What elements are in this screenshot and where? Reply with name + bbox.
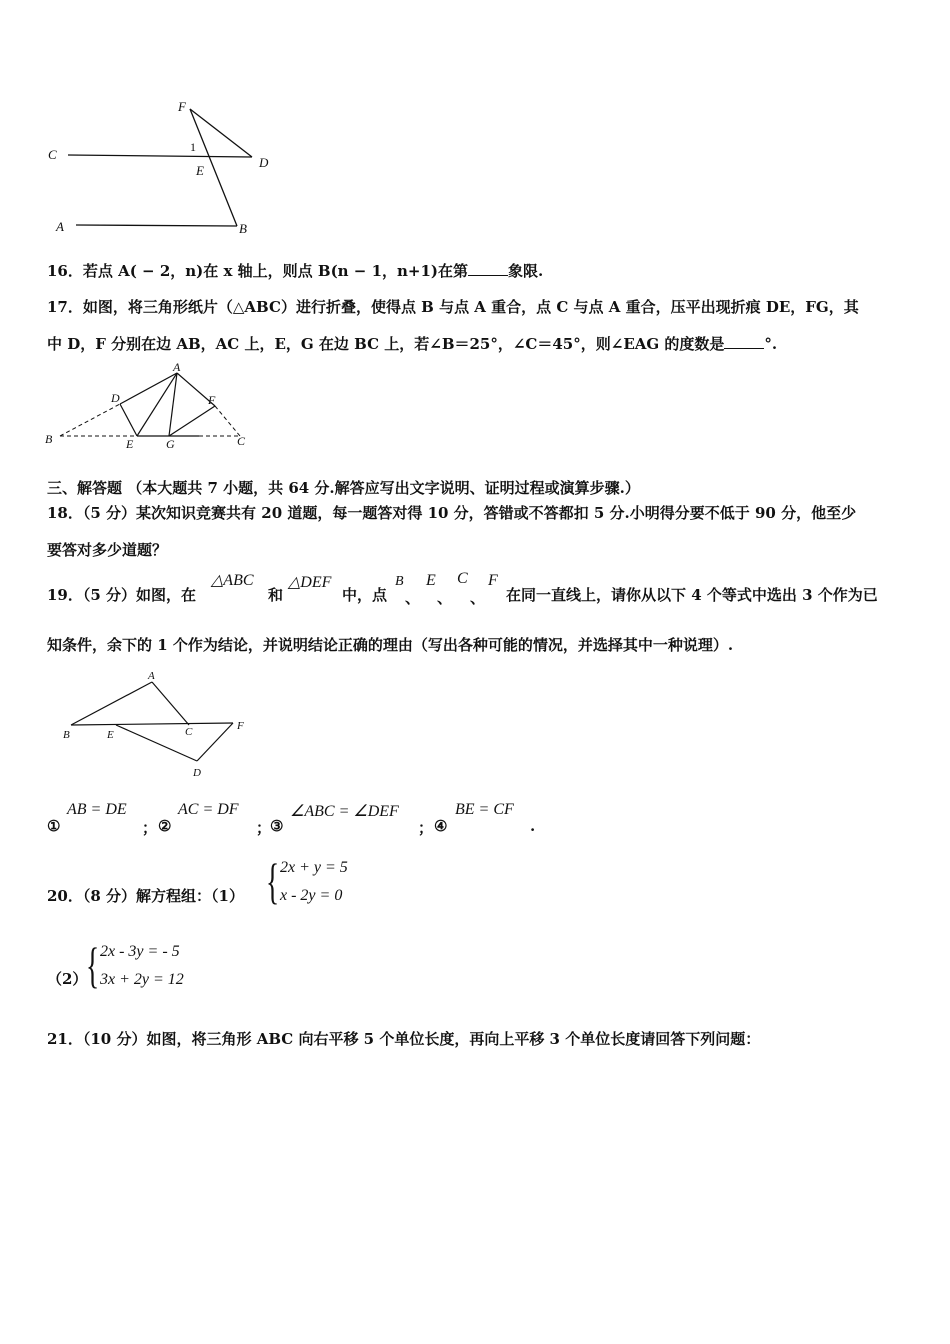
label-e: E <box>126 437 134 451</box>
section-3-title: 三、解答题 （本大题共 7 小题，共 64 分.解答应写出文字说明、证明过程或演算步骤.） <box>47 479 640 497</box>
condition-2-num: ② <box>158 817 172 835</box>
question-18-line2: 要答对多少道题？ <box>47 541 168 559</box>
line-bf <box>71 723 233 725</box>
q17-after: °. <box>764 335 778 353</box>
condition-3-num: ③ <box>270 817 284 835</box>
label-a: A <box>173 360 181 374</box>
q19-triangle-abc: △ABC <box>211 572 254 589</box>
label-b: B <box>45 432 53 446</box>
label-f: F <box>237 720 244 732</box>
condition-4-sep: . <box>530 817 536 835</box>
label-g: G <box>166 437 175 451</box>
sys1-eq1: 2x + y = 5 <box>280 859 348 876</box>
line-da <box>120 373 177 404</box>
q19-sep-3: 、 <box>470 589 486 607</box>
label-a: A <box>148 670 155 682</box>
label-c: C <box>237 434 246 448</box>
q17-blank <box>724 334 764 349</box>
label-f: F <box>178 99 186 114</box>
label-d: D <box>111 391 120 405</box>
label-f: F <box>208 393 216 407</box>
condition-2-expr: AC = DF <box>178 801 239 818</box>
q19-triangle-def: △DEF <box>288 574 332 591</box>
label-d: D <box>259 155 269 170</box>
label-angle-1: 1 <box>190 140 196 154</box>
q19-mid: 中，点 <box>342 586 388 604</box>
line-ba <box>71 682 152 725</box>
q19-point-c: C <box>457 570 468 587</box>
figure-two-triangles <box>55 665 265 785</box>
line-cd <box>68 155 252 157</box>
label-c: C <box>185 726 193 738</box>
q19-sep-1: 、 <box>405 589 421 607</box>
sys2-eq1: 2x - 3y = - 5 <box>100 943 180 960</box>
q16-after: 象限. <box>508 262 544 280</box>
question-19-line2: 知条件，余下的 1 个作为结论，并说明结论正确的理由（写出各种可能的情况，并选择其中一种说理）. <box>47 636 734 654</box>
q19-point-f: F <box>488 572 498 589</box>
question-21: 21．（10 分）如图，将三角形 ABC 向右平移 5 个单位长度，再向上平移 3 个单位长度请回答下列问题： <box>47 1030 761 1048</box>
condition-1-expr: AB = DE <box>67 801 127 818</box>
figure-folded-triangle <box>40 360 260 455</box>
condition-3-expr: ∠ABC = ∠DEF <box>290 803 399 820</box>
condition-4-expr: BE = CF <box>455 801 514 818</box>
q17-line2-text: 中 D，F 分别在边 AB，AC 上，E，G 在边 BC 上，若∠B＝25°，∠C＝45°，则∠EAG 的度数是 <box>47 335 725 353</box>
question-17-line2 <box>47 333 777 354</box>
label-b: B <box>63 729 70 741</box>
q19-and: 和 <box>268 586 284 604</box>
line-ab <box>76 225 237 226</box>
q19-point-b: B <box>395 574 404 589</box>
condition-2-sep: ； <box>256 819 272 837</box>
q16-blank <box>468 261 508 276</box>
q19-point-e: E <box>426 572 436 589</box>
line-ag <box>169 373 177 436</box>
line-de <box>120 404 137 436</box>
question-19-prefix: 19．（5 分）如图，在 <box>47 586 197 604</box>
sys2-brace: { <box>86 937 100 993</box>
dashed-fc <box>215 406 240 436</box>
question-20-prefix: 20．（8 分）解方程组：（1） <box>47 887 244 905</box>
condition-4-num: ④ <box>434 817 448 835</box>
line-df <box>197 723 233 761</box>
label-c: C <box>48 147 57 162</box>
q19-suffix: 在同一直线上，请你从以下 4 个等式中选出 3 个作为已 <box>506 586 878 604</box>
condition-1-num: ① <box>47 817 61 835</box>
label-e: E <box>196 163 204 178</box>
line-fg <box>169 406 215 436</box>
question-20-part2-label: （2） <box>47 970 88 988</box>
label-a: A <box>56 219 64 234</box>
condition-1-sep: ； <box>142 819 158 837</box>
question-18-line1: 18．（5 分）某次知识竞赛共有 20 道题，每一题答对得 10 分，答错或不答都扣 5 分.小明得分要不低于 90 分，他至少 <box>47 504 857 522</box>
question-17-line1: 17．如图，将三角形纸片（△ABC）进行折叠，使得点 B 与点 A 重合，点 C 与点 A 重合，压平出现折痕 DE，FG，其 <box>47 298 859 316</box>
sys2-eq2: 3x + 2y = 12 <box>100 971 184 988</box>
q19-sep-2: 、 <box>437 589 453 607</box>
sys1-eq2: x - 2y = 0 <box>280 887 343 904</box>
line-ac <box>152 682 189 725</box>
dashed-bd <box>60 404 120 436</box>
q16-text: 16．若点 A( − 2，n)在 x 轴上，则点 B(n − 1，n+1)在第 <box>47 262 469 280</box>
condition-3-sep: ； <box>418 819 434 837</box>
label-b: B <box>239 221 247 236</box>
question-16 <box>47 260 543 281</box>
figure-parallel-lines <box>40 95 290 245</box>
sys1-brace: { <box>266 853 280 909</box>
label-e: E <box>107 729 114 741</box>
label-d: D <box>193 767 201 779</box>
line-ae <box>137 373 177 436</box>
